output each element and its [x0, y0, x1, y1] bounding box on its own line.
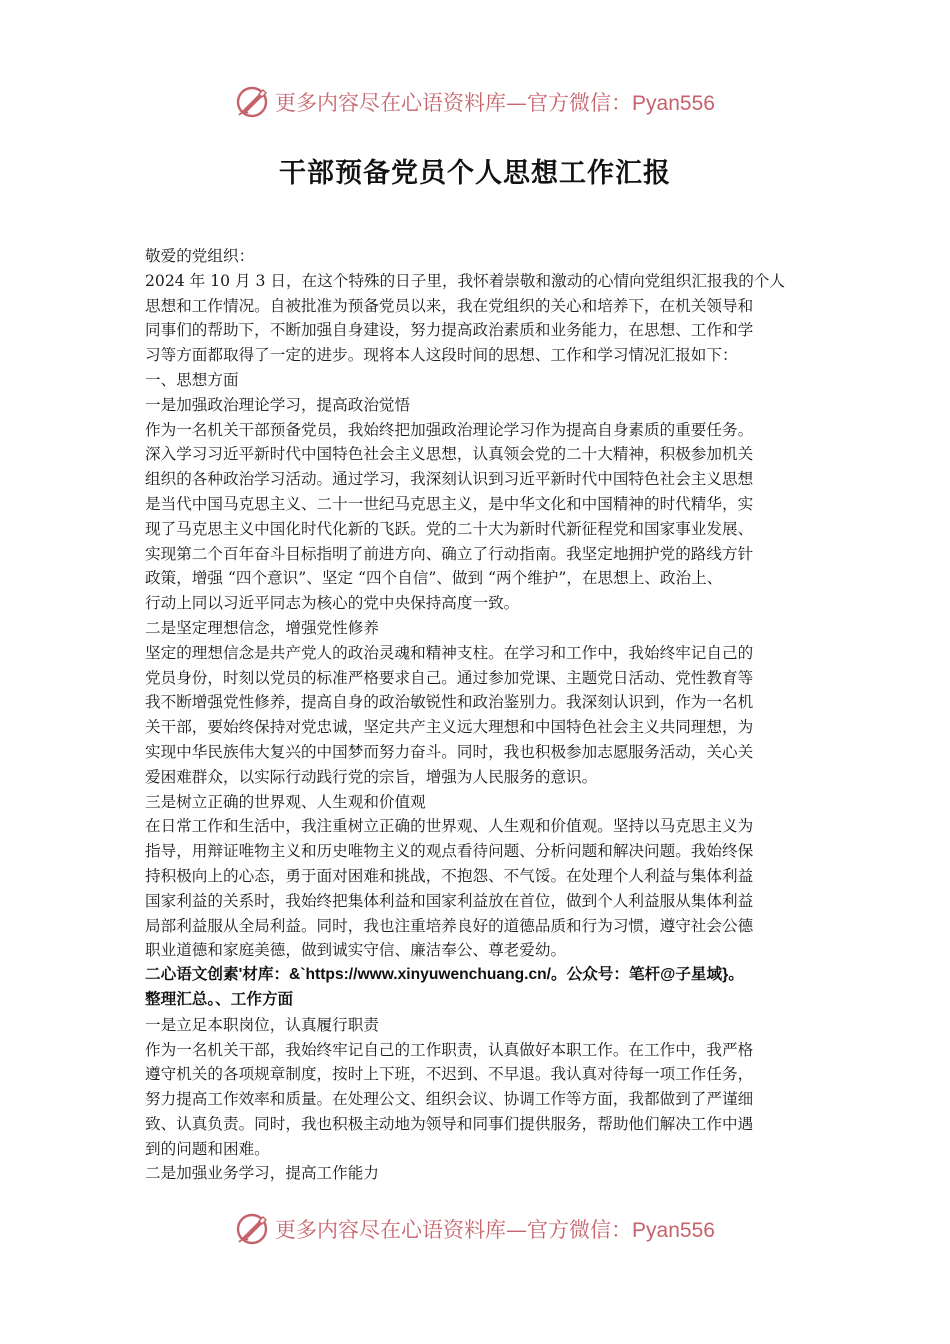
- body-line: 一是加强政治理论学习，提高政治觉悟: [145, 395, 411, 414]
- body-line: 组织的各种政治学习活动。通过学习，我深刻认识到习近平新时代中国特色社会主义思想: [145, 470, 754, 489]
- body-line: 现了马克思主义中国化时代化新的飞跃。党的二十大为新时代新征程党和国家事业发展、: [145, 519, 754, 538]
- body-line: 关干部，要始终保持对党忠诚，坚定共产主义远大理想和中国特色社会主义共同理想，为: [145, 718, 754, 737]
- body-line: 国家利益的关系时，我始终把集体利益和国家利益放在首位，做到个人利益服从集体利益: [145, 891, 754, 910]
- watermark-wechat-id: Pyan556: [632, 92, 715, 115]
- body-line: 一是立足本职岗位，认真履行职责: [145, 1015, 379, 1034]
- body-line: 实现中华民族伟大复兴的中国梦而努力奋斗。同时，我也积极参加志愿服务活动，关心关: [145, 742, 754, 761]
- body-line: 实现第二个百年奋斗目标指明了前进方向、确立了行动指南。我坚定地拥护党的路线方针: [145, 544, 754, 563]
- body-line: 持积极向上的心态，勇于面对困难和挑战，不抱怨、不气馁。在处理个人利益与集体利益: [145, 866, 754, 885]
- body-line: 二是加强业务学习，提高工作能力: [145, 1164, 379, 1183]
- watermark-banner-top: [0, 82, 950, 122]
- body-line: 三是树立正确的世界观、人生观和价值观: [145, 792, 426, 811]
- body-line: 整理汇总。、工作方面: [145, 990, 294, 1008]
- body-line: 指导，用辩证唯物主义和历史唯物主义的观点看待问题、分析问题和解决问题。我始终保: [145, 842, 754, 861]
- body-line: 习等方面都取得了一定的进步。现将本人这段时间的思想、工作和学习情况汇报如下：: [145, 346, 738, 365]
- body-line: 作为一名机关干部预备党员，我始终把加强政治理论学习作为提高自身素质的重要任务。: [145, 420, 754, 439]
- body-line: 爱困难群众，以实际行动践行党的宗旨，增强为人民服务的意识。: [145, 767, 598, 786]
- document-title: 干部预备党员个人思想工作汇报: [279, 158, 671, 189]
- body-line: 二心语文创素'材库：&`https://www.xinyuwenchuang.cn/。公众号：笔杆@子星域}。: [145, 966, 744, 984]
- body-line: 党员身份，时刻以党员的标准严格要求自己。通过参加党课、主题党日活动、党性教育等: [145, 668, 754, 687]
- pen-logo-icon: [235, 1212, 269, 1246]
- body-line: 是当代中国马克思主义、二十一世纪马克思主义，是中华文化和中国精神的时代精华，实: [145, 494, 754, 513]
- body-line: 致、认真负责。同时，我也积极主动地为领导和同事们提供服务，帮助他们解决工作中遇: [145, 1114, 754, 1133]
- body-line: 局部利益服从全局利益。同时，我也注重培养良好的道德品质和行为习惯，遵守社会公德: [145, 916, 754, 935]
- body-line: 努力提高工作效率和质量。在处理公文、组织会议、协调工作等方面，我都做到了严谨细: [145, 1090, 754, 1109]
- body-line: 同事们的帮助下，不断加强自身建设，努力提高政治素质和业务能力，在思想、工作和学: [145, 321, 754, 340]
- body-line: 我不断增强党性修养，提高自身的政治敏锐性和政治鉴别力。我深刻认识到，作为一名机: [145, 693, 754, 712]
- pen-logo-icon: [235, 85, 269, 119]
- watermark-text: 更多内容尽在心语资料库—官方微信：Pyan556: [275, 1218, 715, 1242]
- body-line: 2024 年 10 月 3 日，在这个特殊的日子里，我怀着崇敬和激动的心情向党组织汇报我的个人: [145, 271, 786, 290]
- body-line: 深入学习习近平新时代中国特色社会主义思想，认真领会党的二十大精神，积极参加机关: [145, 445, 754, 464]
- body-line: 遵守机关的各项规章制度，按时上下班，不迟到、不早退。我认真对待每一项工作任务，: [145, 1065, 754, 1084]
- body-line: 一、思想方面: [145, 370, 239, 389]
- body-line: 在日常工作和生活中，我注重树立正确的世界观、人生观和价值观。坚持以马克思主义为: [145, 817, 754, 836]
- document-body: [145, 244, 810, 1186]
- body-line: 行动上同以习近平同志为核心的党中央保持高度一致。: [145, 594, 520, 613]
- body-line: 作为一名机关干部，我始终牢记自己的工作职责，认真做好本职工作。在工作中，我严格: [145, 1040, 754, 1059]
- body-line: 思想和工作情况。自被批准为预备党员以来，我在党组织的关心和培养下，在机关领导和: [145, 296, 754, 315]
- body-line: 职业道德和家庭美德，做到诚实守信、廉洁奉公、尊老爱幼。: [145, 941, 567, 960]
- body-line: 政策，增强 “四个意识”、坚定 “四个自信”、做到 “两个维护”，在思想上、政治上、: [145, 569, 723, 588]
- body-line: 坚定的理想信念是共产党人的政治灵魂和精神支柱。在学习和工作中，我始终牢记自己的: [145, 643, 754, 662]
- watermark-text: 更多内容尽在心语资料库—官方微信：Pyan556: [275, 91, 715, 115]
- body-line: 到的问题和困难。: [145, 1139, 270, 1158]
- body-line: 二是坚定理想信念，增强党性修养: [145, 618, 379, 637]
- body-line: 敬爱的党组织：: [145, 247, 255, 265]
- watermark-banner-bottom: [0, 1209, 950, 1249]
- watermark-wechat-id: Pyan556: [632, 1219, 715, 1242]
